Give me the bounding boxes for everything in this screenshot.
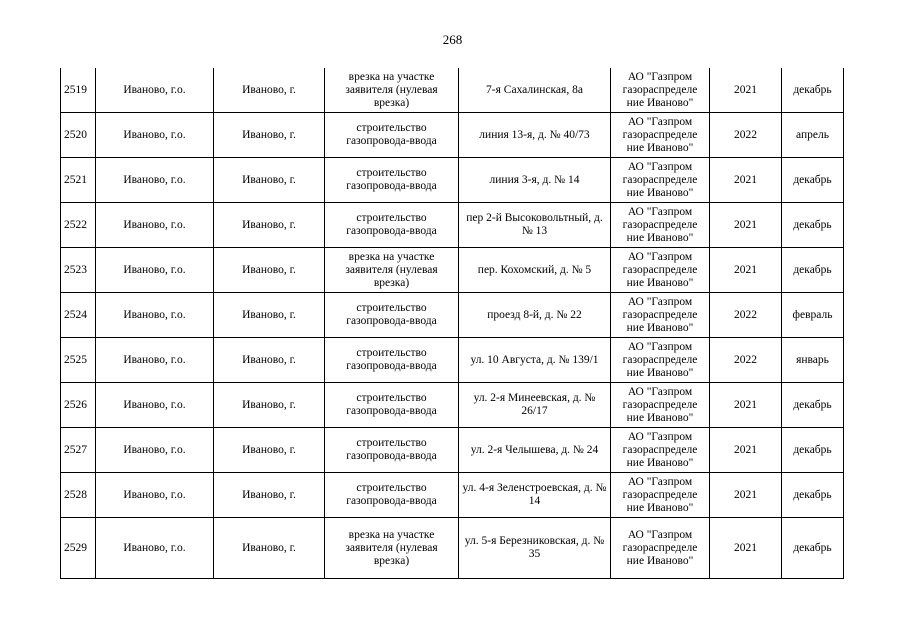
cell-work-type: врезка на участке заявителя (нулевая врезка) (325, 248, 459, 293)
table-row (61, 68, 844, 113)
cell-work-type: строительство газопровода-ввода (325, 383, 459, 428)
cell-district: Иваново, г.о. (96, 428, 214, 473)
cell-month: декабрь (782, 203, 844, 248)
cell-number: 2524 (61, 293, 96, 338)
cell-city: Иваново, г. (214, 68, 325, 113)
cell-year: 2022 (710, 338, 782, 383)
cell-year: 2021 (710, 383, 782, 428)
cell-number: 2521 (61, 158, 96, 203)
cell-district: Иваново, г.о. (96, 248, 214, 293)
cell-city: Иваново, г. (214, 248, 325, 293)
cell-city: Иваново, г. (214, 338, 325, 383)
table-row (61, 113, 844, 158)
cell-organization: АО "Газпром газораспределе ние Иваново" (611, 383, 710, 428)
cell-year: 2022 (710, 113, 782, 158)
cell-year: 2021 (710, 518, 782, 579)
cell-year: 2022 (710, 293, 782, 338)
cell-number: 2529 (61, 518, 96, 579)
cell-address: 7-я Сахалинская, 8а (459, 68, 611, 113)
table-row (61, 473, 844, 518)
cell-year: 2021 (710, 473, 782, 518)
cell-district: Иваново, г.о. (96, 338, 214, 383)
table-row (61, 338, 844, 383)
cell-address: ул. 5-я Березниковская, д. № 35 (459, 518, 611, 579)
cell-address: проезд 8-й, д. № 22 (459, 293, 611, 338)
cell-number: 2522 (61, 203, 96, 248)
cell-number: 2520 (61, 113, 96, 158)
cell-organization: АО "Газпром газораспределе ние Иваново" (611, 518, 710, 579)
cell-city: Иваново, г. (214, 428, 325, 473)
cell-month: апрель (782, 113, 844, 158)
cell-organization: АО "Газпром газораспределе ние Иваново" (611, 248, 710, 293)
cell-work-type: строительство газопровода-ввода (325, 158, 459, 203)
cell-district: Иваново, г.о. (96, 518, 214, 579)
cell-organization: АО "Газпром газораспределе ние Иваново" (611, 158, 710, 203)
cell-work-type: строительство газопровода-ввода (325, 293, 459, 338)
cell-month: декабрь (782, 518, 844, 579)
cell-city: Иваново, г. (214, 203, 325, 248)
cell-organization: АО "Газпром газораспределе ние Иваново" (611, 68, 710, 113)
cell-organization: АО "Газпром газораспределе ние Иваново" (611, 293, 710, 338)
cell-district: Иваново, г.о. (96, 113, 214, 158)
cell-month: декабрь (782, 248, 844, 293)
cell-work-type: строительство газопровода-ввода (325, 338, 459, 383)
cell-month: февраль (782, 293, 844, 338)
cell-city: Иваново, г. (214, 383, 325, 428)
cell-work-type: врезка на участке заявителя (нулевая врезка) (325, 68, 459, 113)
cell-number: 2519 (61, 68, 96, 113)
cell-work-type: строительство газопровода-ввода (325, 203, 459, 248)
cell-address: пер 2-й Высоковольтный, д. № 13 (459, 203, 611, 248)
cell-district: Иваново, г.о. (96, 203, 214, 248)
cell-month: январь (782, 338, 844, 383)
cell-address: ул. 10 Августа, д. № 139/1 (459, 338, 611, 383)
cell-work-type: врезка на участке заявителя (нулевая врезка) (325, 518, 459, 579)
table-row (61, 428, 844, 473)
cell-district: Иваново, г.о. (96, 383, 214, 428)
cell-organization: АО "Газпром газораспределе ние Иваново" (611, 473, 710, 518)
cell-city: Иваново, г. (214, 113, 325, 158)
cell-organization: АО "Газпром газораспределе ние Иваново" (611, 203, 710, 248)
cell-number: 2527 (61, 428, 96, 473)
cell-number: 2525 (61, 338, 96, 383)
table-row (61, 248, 844, 293)
cell-work-type: строительство газопровода-ввода (325, 113, 459, 158)
table-row (61, 518, 844, 579)
cell-number: 2523 (61, 248, 96, 293)
cell-city: Иваново, г. (214, 473, 325, 518)
table-row (61, 293, 844, 338)
cell-address: линия 13-я, д. № 40/73 (459, 113, 611, 158)
cell-address: пер. Кохомский, д. № 5 (459, 248, 611, 293)
cell-city: Иваново, г. (214, 293, 325, 338)
table-body (61, 68, 844, 579)
page-number: 268 (442, 32, 463, 47)
cell-district: Иваново, г.о. (96, 68, 214, 113)
cell-address: линия 3-я, д. № 14 (459, 158, 611, 203)
cell-year: 2021 (710, 158, 782, 203)
cell-city: Иваново, г. (214, 518, 325, 579)
cell-district: Иваново, г.о. (96, 473, 214, 518)
table-row (61, 383, 844, 428)
cell-address: ул. 4-я Зеленстроевская, д. № 14 (459, 473, 611, 518)
cell-month: декабрь (782, 68, 844, 113)
cell-address: ул. 2-я Челышева, д. № 24 (459, 428, 611, 473)
table-row (61, 203, 844, 248)
cell-organization: АО "Газпром газораспределе ние Иваново" (611, 113, 710, 158)
cell-work-type: строительство газопровода-ввода (325, 428, 459, 473)
cell-district: Иваново, г.о. (96, 158, 214, 203)
cell-district: Иваново, г.о. (96, 293, 214, 338)
cell-month: декабрь (782, 428, 844, 473)
table-row (61, 158, 844, 203)
cell-address: ул. 2-я Минеевская, д. № 26/17 (459, 383, 611, 428)
cell-month: декабрь (782, 383, 844, 428)
cell-month: декабрь (782, 158, 844, 203)
cell-city: Иваново, г. (214, 158, 325, 203)
cell-work-type: строительство газопровода-ввода (325, 473, 459, 518)
cell-month: декабрь (782, 473, 844, 518)
cell-year: 2021 (710, 428, 782, 473)
cell-year: 2021 (710, 203, 782, 248)
cell-number: 2526 (61, 383, 96, 428)
gasification-table (60, 68, 844, 579)
cell-year: 2021 (710, 248, 782, 293)
cell-organization: АО "Газпром газораспределе ние Иваново" (611, 428, 710, 473)
cell-number: 2528 (61, 473, 96, 518)
cell-organization: АО "Газпром газораспределе ние Иваново" (611, 338, 710, 383)
cell-year: 2021 (710, 68, 782, 113)
